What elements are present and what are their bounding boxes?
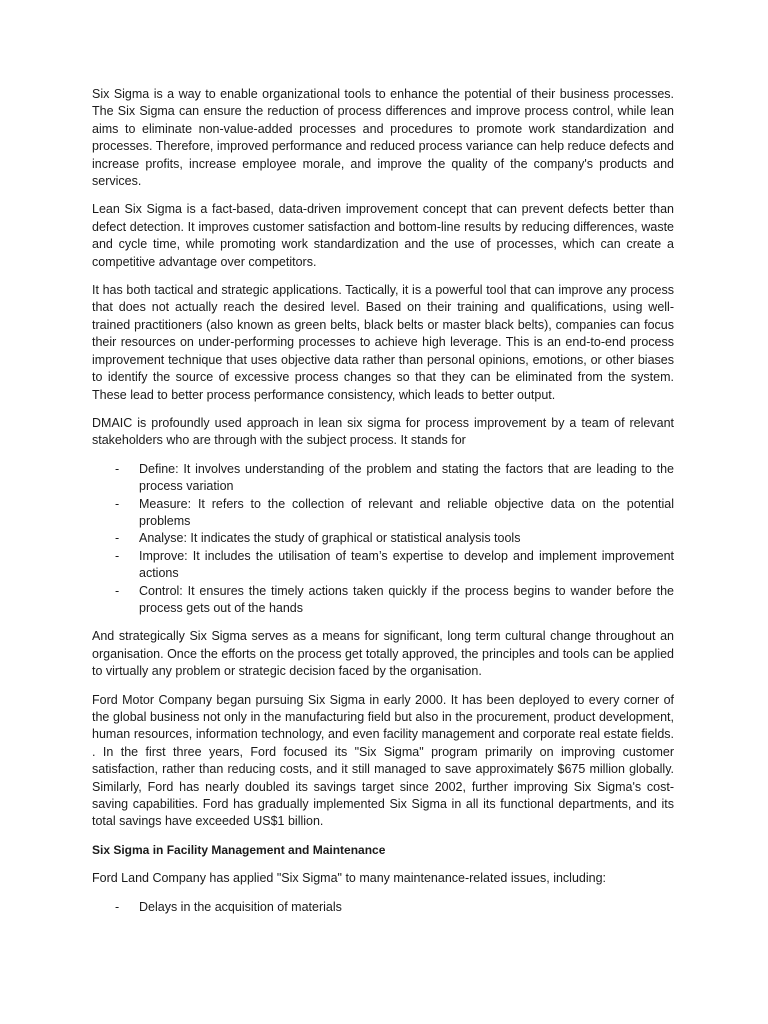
bullet-dash: -	[115, 531, 120, 546]
bullet-dash: -	[115, 461, 120, 476]
list-item-text: Analyse: It indicates the study of graphical or statistical analysis tools	[139, 531, 521, 546]
list-item	[92, 530, 674, 547]
list-item-text: Improve: It includes the utilisation of team’s expertise to develop and implement improvement actions	[139, 548, 674, 581]
list-item	[92, 461, 674, 496]
bullet-dash: -	[115, 899, 120, 914]
list-item-text: Delays in the acquisition of materials	[139, 899, 342, 914]
list-item	[92, 496, 674, 531]
paragraph: It has both tactical and strategic applications. Tactically, it is a powerful tool that can improve any process that does not actually reach the desired level. Based on their training and qualifications, using well-trained practitioners (also known as green belts, black belts or master black belts), companies can focus their resources on under-performing processes to achieve high leverage. This is an end-to-end process improvement technique that uses objective data rather than personal opinions, emotions, or other biases to identify the source of excessive process changes so that they can be eliminated from the system. These lead to better process performance consistency, which leads to better output.	[92, 283, 674, 402]
paragraph: Lean Six Sigma is a fact-based, data-driven improvement concept that can prevent defects better than defect detection. It improves customer satisfaction and bottom-line results by reducing differences, waste and cycle time, while promoting work standardization and the use of processes, which can create a competitive advantage over competitors.	[92, 202, 674, 269]
list-item-text: Control: It ensures the timely actions taken quickly if the process begins to wander before the process gets out of the hands	[139, 583, 674, 615]
bullet-dash: -	[115, 583, 120, 598]
document-page	[92, 86, 674, 927]
issues-list	[92, 899, 674, 916]
list-item-text: Measure: It refers to the collection of relevant and reliable objective data on the potential problems	[139, 496, 674, 528]
paragraph: And strategically Six Sigma serves as a means for significant, long term cultural change throughout an organisation. Once the efforts on the process get totally approved, the principles and tools can be applied to virtually any problem or strategic decision faced by the organisation.	[92, 629, 674, 679]
section-heading: Six Sigma in Facility Management and Maintenance	[92, 842, 386, 857]
list-item	[92, 548, 674, 583]
paragraph: DMAIC is profoundly used approach in lean six sigma for process improvement by a team of relevant stakeholders who are through with the subject process. It stands for	[92, 415, 674, 448]
bullet-dash: -	[115, 496, 120, 511]
list-item	[92, 583, 674, 618]
dmaic-list	[92, 461, 674, 618]
list-item-text: Define: It involves understanding of the problem and stating the factors that are leading to the process variation	[139, 461, 674, 494]
bullet-dash: -	[115, 548, 120, 563]
section-intro: Ford Land Company has applied "Six Sigma" to many maintenance-related issues, including:	[92, 871, 607, 886]
list-item	[92, 899, 674, 916]
paragraph: Six Sigma is a way to enable organizational tools to enhance the potential of their business processes. The Six Sigma can ensure the reduction of process differences and improve process control, while lean aims to eliminate non-value-added processes and procedures to promote work standardization and processes. Therefore, improved performance and reduced process variance can help reduce defects and increase profits, increase employee morale, and improve the quality of the company's products and services.	[92, 87, 674, 189]
paragraph: Ford Motor Company began pursuing Six Sigma in early 2000. It has been deployed to every corner of the global business not only in the manufacturing field but also in the procurement, product development, human resources, information technology, and even facility management and corporate real estate fields. . In the first three years, Ford focused its "Six Sigma" program primarily on improving customer satisfaction, rather than reducing costs, and it still managed to save approximately $675 million globally. Similarly, Ford has nearly doubled its savings target since 2002, further improving Six Sigma's cost-saving capabilities. Ford has gradually implemented Six Sigma in all its functional departments, and its total savings have exceeded US$1 billion.	[92, 692, 674, 829]
